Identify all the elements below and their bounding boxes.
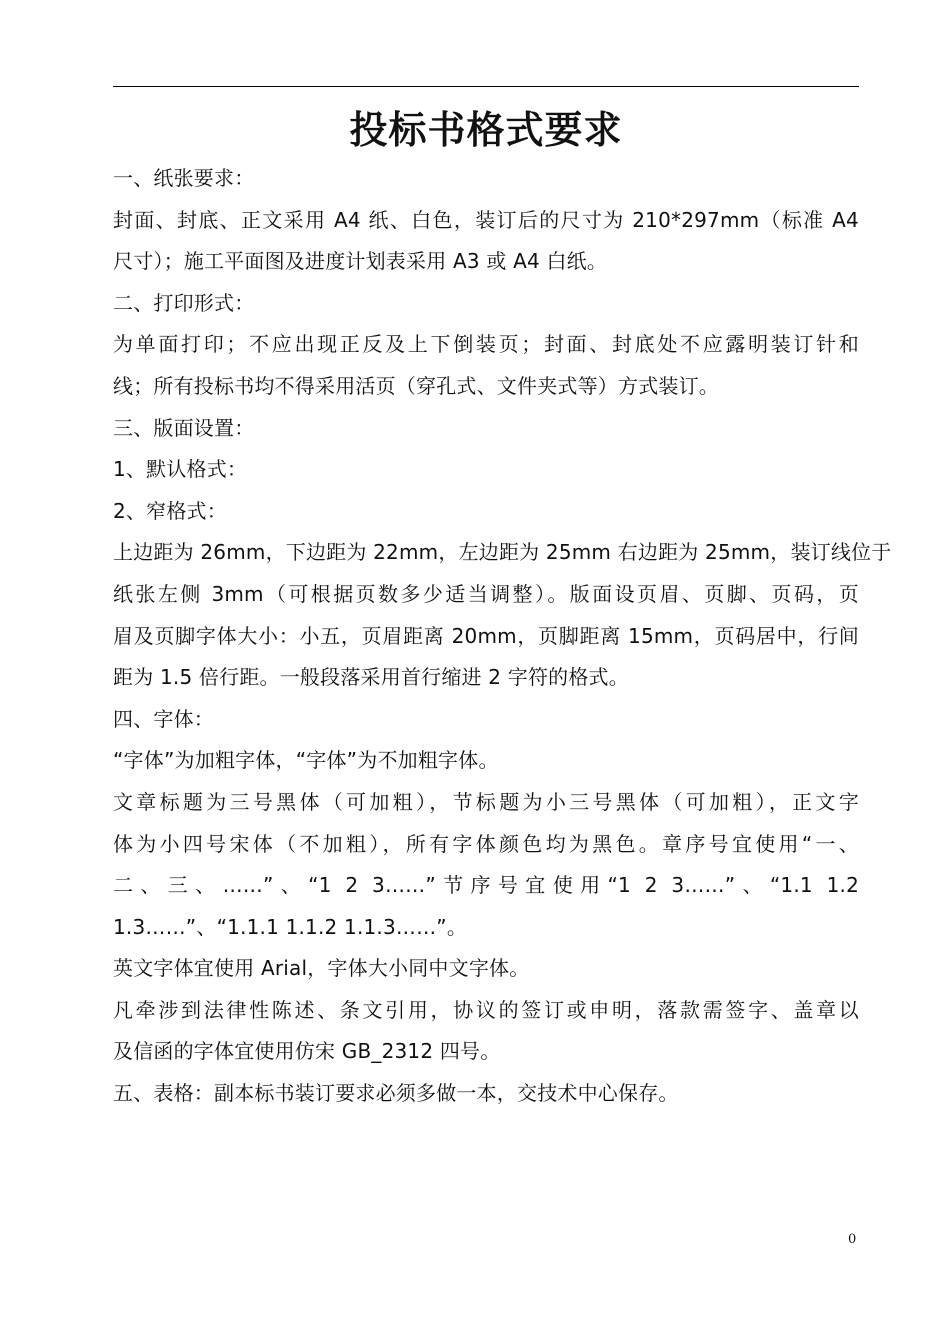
paragraph-line: 纸张左侧 3mm（可根据页数多少适当调整）。版面设页眉、页脚、页码，页 bbox=[113, 581, 859, 606]
paragraph-line: 上边距为 26mm，下边距为 22mm，左边距为 25mm 右边距为 25mm，装订线位于 bbox=[113, 540, 892, 565]
paragraph-line: 为单面打印；不应出现正反及上下倒装页；封面、封底处不应露明装订针和 bbox=[113, 332, 859, 357]
paragraph-line: 封面、封底、正文采用 A4 纸、白色，装订后的尺寸为 210*297mm（标准 A4 bbox=[113, 207, 859, 232]
header-rule bbox=[113, 86, 859, 87]
paragraph-line: 距为 1.5 倍行距。一般段落采用首行缩进 2 字符的格式。 bbox=[113, 665, 629, 690]
subsection-default-format: 1、默认格式： bbox=[113, 457, 248, 482]
paragraph-line: 1.3……”、“1.1.1 1.1.2 1.1.3……”。 bbox=[113, 914, 468, 939]
paragraph-line: 尺寸）；施工平面图及进度计划表采用 A3 或 A4 白纸。 bbox=[113, 249, 608, 274]
section-heading-printing: 二、打印形式： bbox=[113, 290, 255, 315]
paragraph-line: 体为小四号宋体（不加粗），所有字体颜色均为黑色。章序号宜使用“一、 bbox=[113, 831, 859, 856]
paragraph-line: 文章标题为三号黑体（可加粗），节标题为小三号黑体（可加粗），正文字 bbox=[113, 789, 859, 814]
document-title: 投标书格式要求 bbox=[349, 108, 623, 152]
paragraph-line: 眉及页脚字体大小：小五，页眉距离 20mm，页脚距离 15mm，页码居中，行间 bbox=[113, 623, 859, 648]
paragraph-line: 凡牵涉到法律性陈述、条文引用，协议的签订或申明，落款需签字、盖章以 bbox=[113, 997, 859, 1022]
section-heading-layout: 三、版面设置： bbox=[113, 415, 255, 440]
paragraph-line: 线；所有投标书均不得采用活页（穿孔式、文件夹式等）方式装订。 bbox=[113, 373, 719, 398]
document-body bbox=[113, 158, 892, 1115]
section-heading-tables: 五、表格：副本标书装订要求必须多做一本，交技术中心保存。 bbox=[113, 1081, 679, 1106]
paragraph-line: “字体”为加粗字体，“字体”为不加粗字体。 bbox=[113, 748, 499, 773]
paragraph-line: 二、三、……”、“1 2 3……”节序号宜使用“1 2 3……”、“1.1 1.2 bbox=[113, 873, 859, 898]
page-number: 0 bbox=[848, 1232, 857, 1247]
paragraph-line: 英文字体宜使用 Arial，字体大小同中文字体。 bbox=[113, 956, 530, 981]
section-heading-fonts: 四、字体： bbox=[113, 706, 214, 731]
subsection-narrow-format: 2、窄格式： bbox=[113, 498, 227, 523]
section-heading-paper: 一、纸张要求： bbox=[113, 166, 255, 190]
paragraph-line: 及信函的字体宜使用仿宋 GB_2312 四号。 bbox=[113, 1039, 501, 1064]
